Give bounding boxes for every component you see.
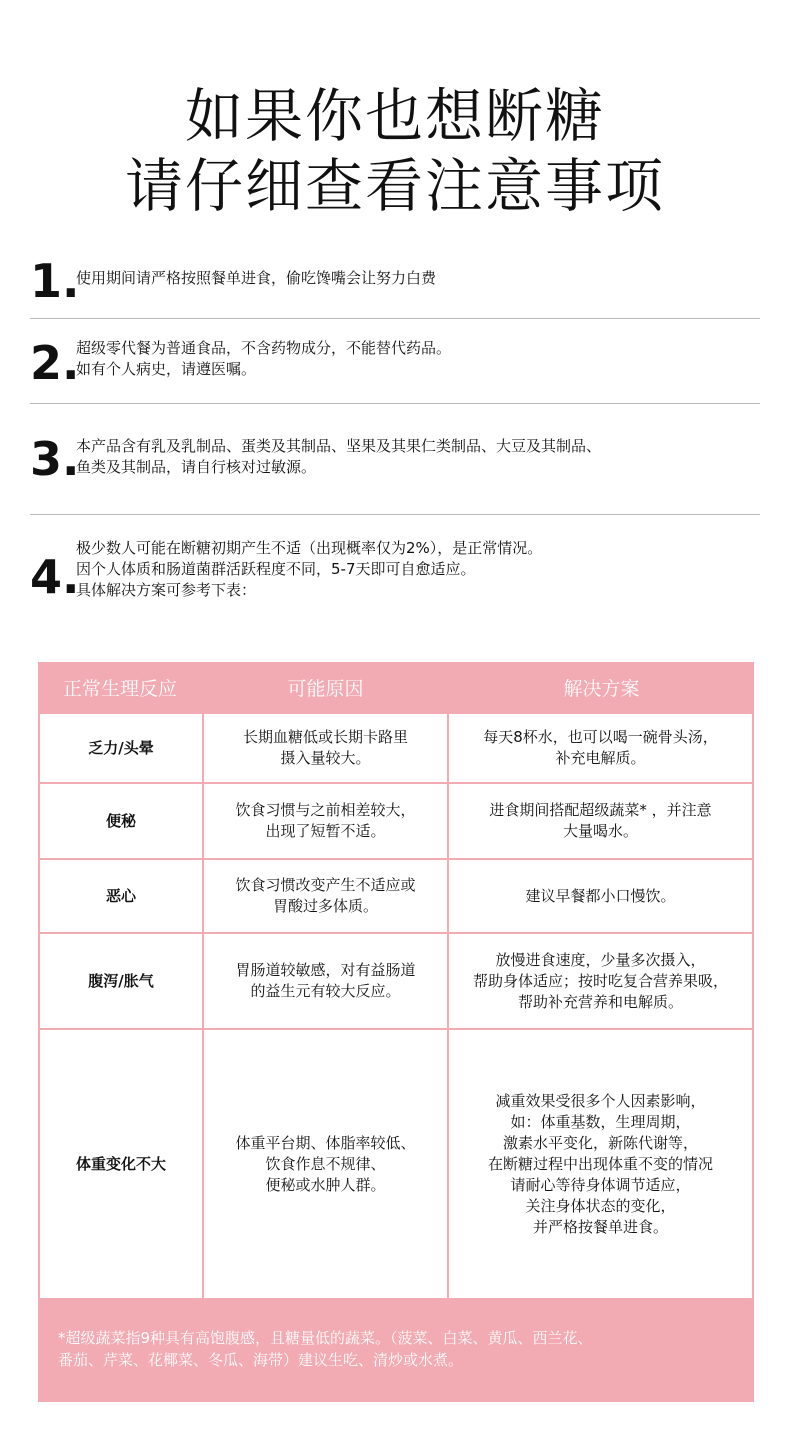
table-row-cause bbox=[204, 1030, 447, 1298]
table-row-cause bbox=[204, 784, 447, 858]
solution-line: 放慢进食速度，少量多次摄入， bbox=[495, 950, 706, 969]
cause-line: 便秘或水肿人群。 bbox=[265, 1175, 386, 1194]
notice-text: 极少数人可能在断糖初期产生不适（出现概率仅为2%），是正常情况。 bbox=[76, 539, 543, 557]
divider bbox=[30, 403, 760, 404]
notice-text: 具体解决方案可参考下表： bbox=[76, 581, 257, 599]
cause-line: 长期血糖低或长期卡路里 bbox=[242, 728, 408, 746]
solution-line: 并严格按餐单进食。 bbox=[532, 1217, 668, 1236]
table-row-solution bbox=[449, 784, 752, 858]
cause-line: 的益生元有较大反应。 bbox=[250, 982, 401, 1000]
cause-line: 饮食习惯与之前相差较大， bbox=[235, 801, 416, 819]
solution-line: 如：体重基数，生理周期， bbox=[510, 1112, 691, 1131]
solution-line: 请耐心等待身体调节适应， bbox=[510, 1175, 691, 1194]
footnote-line: *超级蔬菜指9种具有高饱腹感，且糖量低的蔬菜。（菠菜、白菜、黄瓜、西兰花、 bbox=[58, 1329, 593, 1347]
solution-line: 补充电解质。 bbox=[555, 749, 646, 767]
notice-number: 4. bbox=[30, 550, 80, 604]
notice-number: 1. bbox=[30, 254, 80, 308]
notice-number: 2. bbox=[30, 336, 80, 390]
notice-text: 如有个人病史，请遵医嘱。 bbox=[76, 360, 257, 378]
divider bbox=[30, 318, 760, 319]
table-row-reaction: 体重变化不大 bbox=[40, 1030, 202, 1298]
cause-line: 胃肠道较敏感，对有益肠道 bbox=[235, 961, 416, 979]
footnote bbox=[58, 1327, 593, 1371]
solution-line: 减重效果受很多个人因素影响， bbox=[495, 1091, 706, 1110]
solution-line: 关注身体状态的变化， bbox=[525, 1196, 676, 1215]
table-row-solution bbox=[449, 860, 752, 932]
header-reaction: 正常生理反应 bbox=[62, 677, 177, 700]
table-row-solution bbox=[449, 714, 752, 782]
footnote-line: 番茄、芹菜、花椰菜、冬瓜、海带）建议生吃、清炒或水煮。 bbox=[58, 1351, 464, 1369]
notice-text: 使用期间请严格按照餐单进食，偷吃馋嘴会让努力白费 bbox=[76, 269, 437, 287]
solution-line: 帮助补充营养和电解质。 bbox=[517, 992, 683, 1011]
page-title-line2: 请仔细查看注意事项 bbox=[124, 152, 665, 220]
header-cause: 可能原因 bbox=[287, 677, 364, 700]
solution-line: 进食期间搭配超级蔬菜* ，并注意 bbox=[489, 801, 712, 819]
cause-line: 出现了短暂不适。 bbox=[265, 822, 386, 840]
solution-line: 激素水平变化，新陈代谢等， bbox=[502, 1133, 698, 1152]
notice-text: 本产品含有乳及乳制品、蛋类及其制品、坚果及其果仁类制品、大豆及其制品、 bbox=[76, 437, 602, 455]
notice-number: 3. bbox=[30, 432, 80, 486]
notice-text: 因个人体质和肠道菌群活跃程度不同，5-7天即可自愈适应。 bbox=[76, 560, 476, 578]
header-solution: 解决方案 bbox=[563, 677, 640, 700]
divider bbox=[30, 514, 760, 515]
solution-line: 大量喝水。 bbox=[562, 822, 638, 840]
table-row-solution bbox=[449, 934, 752, 1028]
table-row-reaction: 乏力/头晕 bbox=[40, 714, 202, 782]
page-title-line1: 如果你也想断糖 bbox=[184, 82, 605, 150]
table-row-cause bbox=[204, 934, 447, 1028]
table-row-solution bbox=[449, 1030, 752, 1298]
solution-line: 每天8杯水，也可以喝一碗骨头汤， bbox=[483, 728, 718, 746]
cause-line: 饮食作息不规律、 bbox=[265, 1154, 386, 1173]
table-row-cause bbox=[204, 860, 447, 932]
cause-line: 体重平台期、体脂率较低、 bbox=[235, 1133, 416, 1152]
solution-line: 在断糖过程中出现体重不变的情况 bbox=[487, 1154, 713, 1173]
table-row-reaction: 便秘 bbox=[40, 784, 202, 858]
table-row-cause bbox=[204, 714, 447, 782]
notice-text: 超级零代餐为普通食品，不含药物成分，不能替代药品。 bbox=[76, 339, 452, 357]
notice-text: 鱼类及其制品，请自行核对过敏源。 bbox=[76, 458, 317, 476]
cause-line: 摄入量较大。 bbox=[280, 749, 371, 767]
cause-line: 饮食习惯改变产生不适应或 bbox=[235, 876, 416, 894]
table-row-reaction: 恶心 bbox=[40, 860, 202, 932]
solution-line: 建议早餐都小口慢饮。 bbox=[525, 886, 676, 905]
reaction-table bbox=[38, 662, 754, 1402]
cause-line: 胃酸过多体质。 bbox=[272, 897, 378, 915]
table-row-reaction: 腹泻/胀气 bbox=[40, 934, 202, 1028]
solution-line: 帮助身体适应；按时吃复合营养果吸， bbox=[472, 971, 728, 990]
